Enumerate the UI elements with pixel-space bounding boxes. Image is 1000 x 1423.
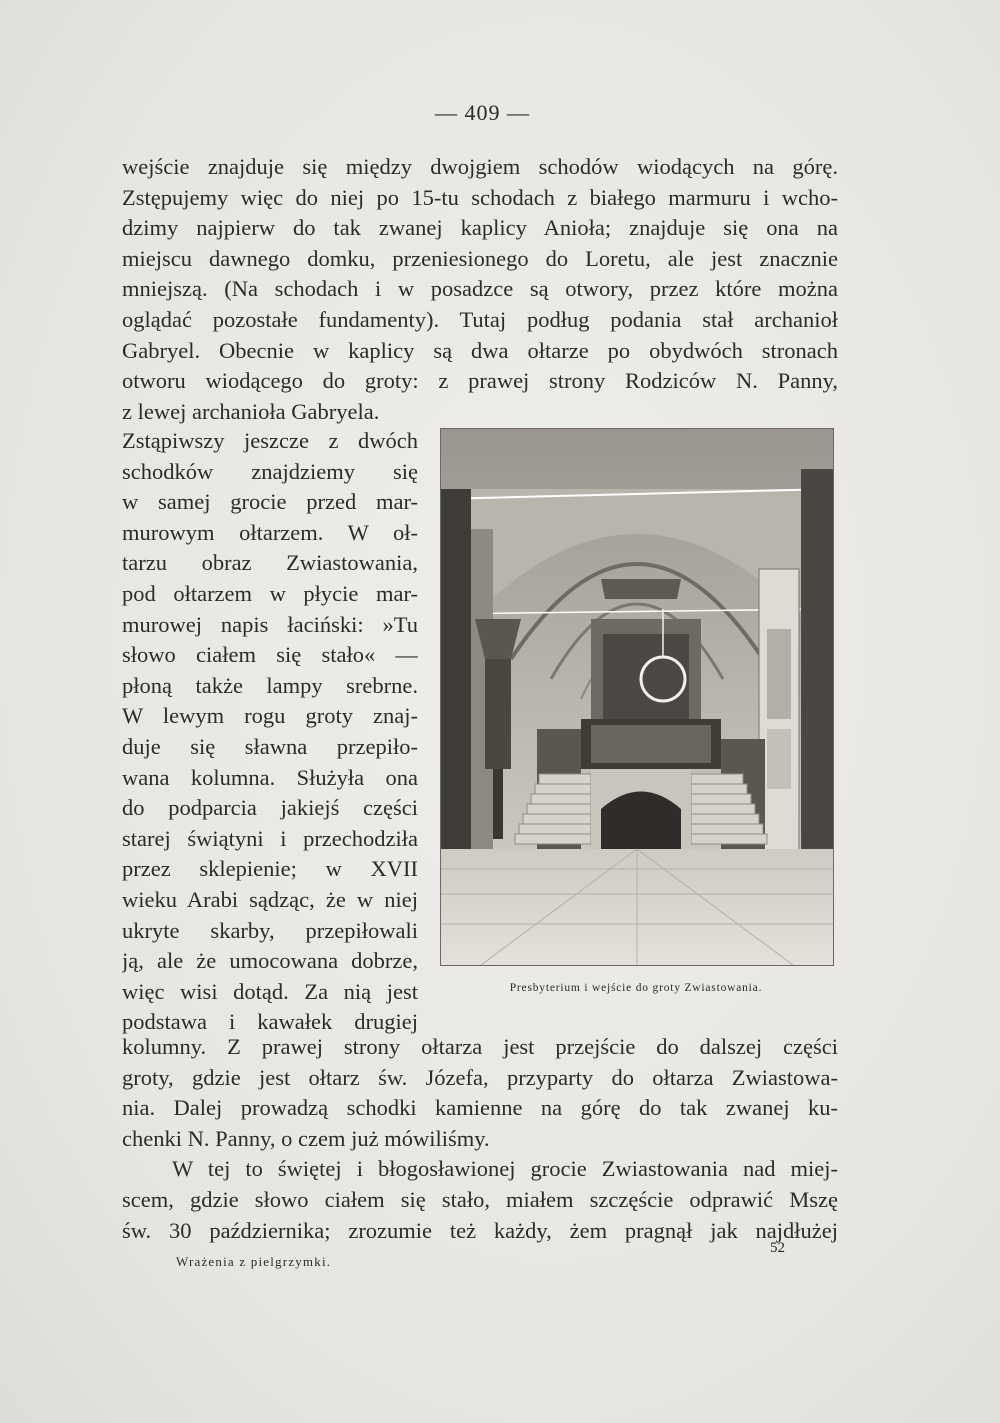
text-line: z lewej archanioła Gabryela. (122, 398, 380, 424)
text-line: groty, gdzie jest ołtarz św. Józefa, przyparty do ołtarza Zwiastowa- (122, 1064, 838, 1090)
text-line: miejscu dawnego domku, przeniesionego do Loretu, ale jest znacznie (122, 245, 838, 271)
page-number: — 409 — (435, 100, 530, 125)
text-line: ją, ale że umocowana dobrze, (122, 948, 418, 974)
text-line: mniejszą. (Na schodach i w posadzce są otwory, przez które można (122, 276, 838, 302)
text-line: duje się sławna przepiło- (122, 733, 418, 759)
text-line: murowym ołtarzem. W oł- (122, 519, 418, 545)
text-line: do podparcia jakiejś części (122, 795, 418, 821)
text-line: Gabryel. Obecnie w kaplicy są dwa ołtarze po obydwóch stronach (122, 337, 838, 363)
text-line: otworu wiodącego do groty: z prawej strony Rodziców N. Panny, (122, 368, 838, 394)
text-line: dzimy najpierw do tak zwanej kaplicy Anioła; znajduje się ona na (122, 215, 838, 241)
text-line: ukryte skarby, przepiłowali (122, 917, 418, 943)
text-line: podstawa i kawałek drugiej (122, 1009, 418, 1035)
text-line: wieku Arabi sądząc, że w niej (122, 886, 418, 912)
text-line: słowo ciałem się stało« — (122, 642, 418, 668)
text-line: W lewym rogu groty znaj- (122, 703, 418, 729)
text-line: schodków znajdziemy się (122, 458, 418, 484)
text-line: murowej napis łaciński: »Tu (122, 611, 418, 637)
text-line: więc wisi dotąd. Za nią jest (122, 978, 418, 1004)
text-line: św. 30 października; zrozumie też każdy, żem pragnął jak najdłużej (122, 1217, 838, 1243)
text-line: Zstąpiwszy jeszcze z dwóch (122, 428, 418, 453)
text-line: płoną także lampy srebrne. (122, 672, 418, 698)
footer-sheet-number: 52 (770, 1240, 785, 1256)
photo-illustration (441, 429, 833, 965)
text-line: chenki N. Panny, o czem już mówiliśmy. (122, 1125, 490, 1151)
paragraph-bottom (122, 1032, 838, 1246)
text-line: wejście znajduje się między dwojgiem schodów wiodących na górę. (122, 154, 838, 179)
text-line: nia. Dalej prowadzą schodki kamienne na górę do tak zwanej ku- (122, 1095, 838, 1121)
text-line: w samej grocie przed mar- (122, 489, 418, 515)
church-interior-photo (440, 428, 834, 966)
paragraph-top (122, 152, 838, 427)
text-line: Zstępujemy więc do niej po 15-tu schodach z białego marmuru i wcho- (122, 184, 838, 210)
figure-caption: Presbyterium i wejście do groty Zwiastowania. (509, 982, 763, 994)
text-line: tarzu obraz Zwiastowania, (122, 550, 418, 576)
footer-signature: Wrażenia z pielgrzymki. (176, 1254, 332, 1269)
text-line: pod ołtarzem w płycie mar- (122, 580, 418, 606)
text-line: W tej to świętej i błogosławionej grocie Zwiastowania nad miej- (172, 1156, 838, 1182)
text-line: wana kolumna. Służyła ona (122, 764, 418, 790)
text-line: starej świątyni i przechodziła (122, 825, 418, 851)
text-line: przez sklepienie; w XVII (122, 856, 418, 882)
text-line: scem, gdzie słowo ciałem się stało, miałem szczęście odprawić Mszę (122, 1186, 838, 1212)
text-line: kolumny. Z prawej strony ołtarza jest przejście do dalszej części (122, 1034, 838, 1059)
text-line: oglądać pozostałe fundamenty). Tutaj podług podania stał archanioł (122, 306, 838, 332)
paragraph-side (122, 426, 418, 1038)
